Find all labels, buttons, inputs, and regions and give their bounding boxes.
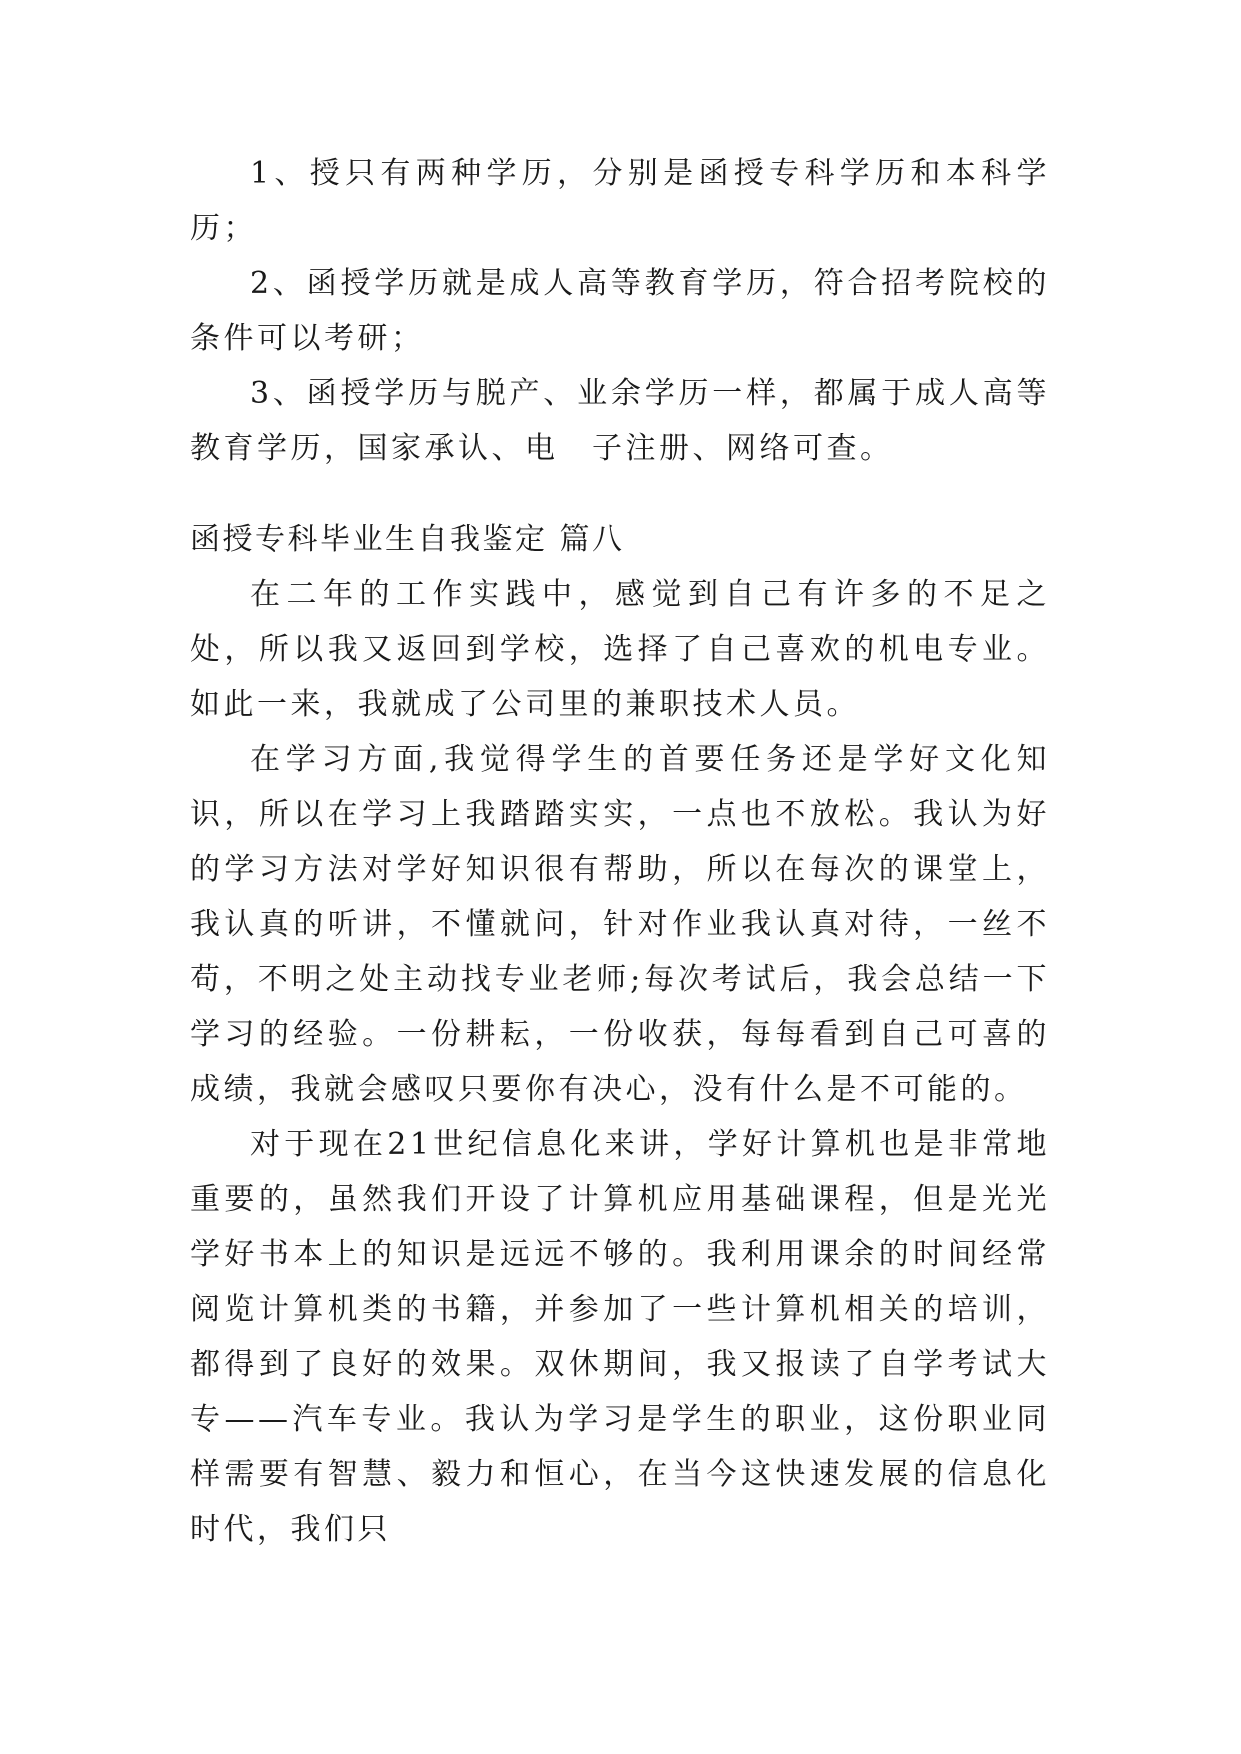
- paragraph-2: 2、函授学历就是成人高等教育学历，符合招考院校的条件可以考研；: [190, 266, 1050, 356]
- paragraph-1: 1、授只有两种学历，分别是函授专科学历和本科学历；: [190, 156, 1050, 246]
- section-paragraph-1: 在二年的工作实践中，感觉到自己有许多的不足之处，所以我又返回到学校，选择了自己喜欢的机电专业。如此一来，我就成了公司里的兼职技术人员。: [190, 577, 1050, 722]
- section-paragraph-2: 在学习方面,我觉得学生的首要任务还是学好文化知识，所以在学习上我踏踏实实，一点也不放松。我认为好的学习方法对学好知识很有帮助，所以在每次的课堂上，我认真的听讲，不懂就问，针对作业我认真对待，一丝不苟，不明之处主动找专业老师;每次考试后，我会总结一下学习的经验。一份耕耘，一份收获，每每看到自己可喜的成绩，我就会感叹只要你有决心，没有什么是不可能的。: [190, 742, 1050, 1107]
- section-paragraph-3: 对于现在21世纪信息化来讲，学好计算机也是非常地重要的，虽然我们开设了计算机应用基础课程，但是光光学好书本上的知识是远远不够的。我利用课余的时间经常阅览计算机类的书籍，并参加了一些计算机相关的培训，都得到了良好的效果。双休期间，我又报读了自学考试大专——汽车专业。我认为学习是学生的职业，这份职业同样需要有智慧、毅力和恒心，在当今这快速发展的信息化时代，我们只: [190, 1127, 1050, 1547]
- section-eight: [190, 512, 1050, 1557]
- paragraph-3: 3、函授学历与脱产、业余学历一样，都属于成人高等教育学历，国家承认、电 子注册、网络可查。: [190, 376, 1050, 466]
- top-section: [190, 146, 1050, 476]
- section-heading: 函授专科毕业生自我鉴定 篇八: [190, 522, 625, 557]
